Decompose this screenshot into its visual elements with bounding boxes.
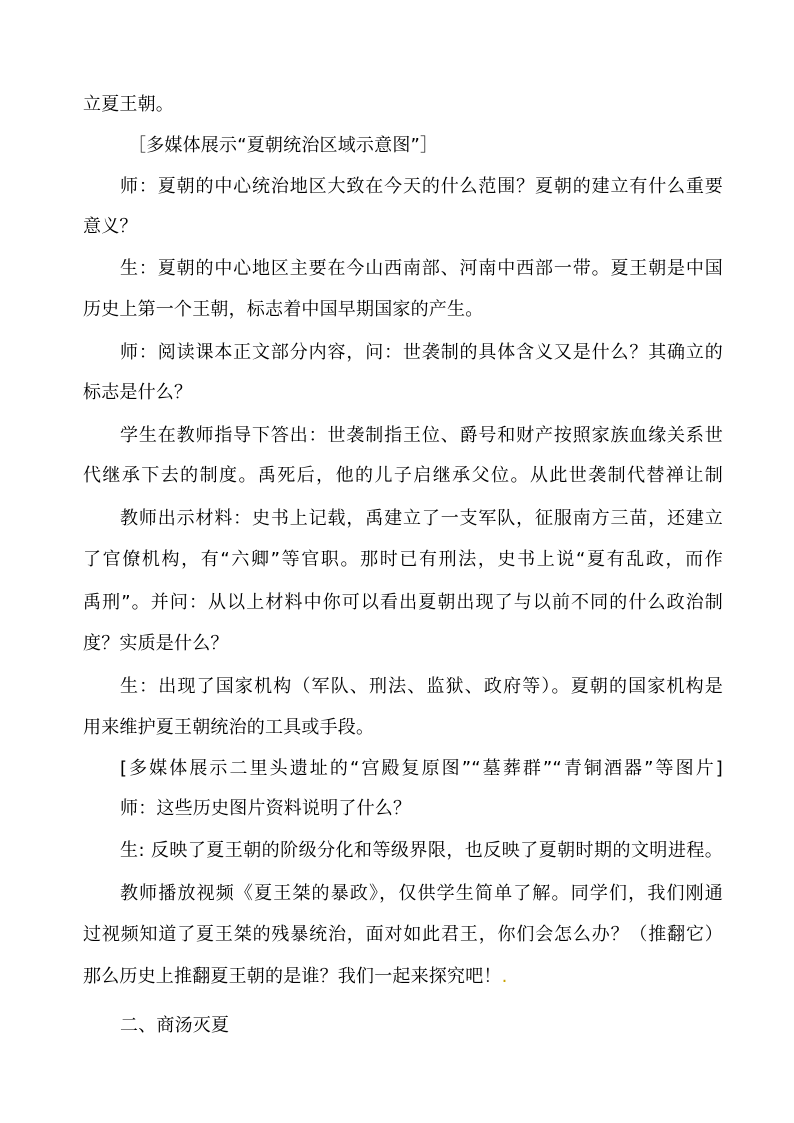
text-line: 立夏王朝。	[83, 94, 174, 115]
text-line: 标志是什么？	[83, 382, 193, 403]
text-line: 生: 反映了夏王朝的阶级分化和等级界限，也反映了夏朝时期的文明进程。	[120, 840, 723, 861]
text-line: 师：阅读课本正文部分内容，问：世袭制的具体含义又是什么？其确立的	[120, 342, 723, 363]
text-line: 教师播放视频《夏王桀的暴政》，仅供学生简单了解。同学们，我们刚通	[120, 883, 723, 904]
text-line: 生：夏朝的中心地区主要在今山西南部、河南中西部一带。夏王朝是中国	[120, 258, 723, 279]
text-line: 教师出示材料：史书上记载，禹建立了一支军队，征服南方三苗，还建立	[120, 508, 723, 529]
text-line	[83, 965, 723, 989]
text-line: 过视频知道了夏王桀的残暴统治，面对如此君王，你们会怎么办？（推翻它）	[83, 924, 723, 945]
text-line: 师：这些历史图片资料说明了什么？	[120, 798, 412, 819]
text-line: ［多媒体展示“夏朝统治区域示意图”］	[128, 135, 439, 156]
text-line-content: 那么历史上推翻夏王朝的是谁？我们一起来探究吧！	[83, 966, 502, 987]
text-line: 用来维护夏王朝统治的工具或手段。	[83, 717, 375, 738]
text-line: 学生在教师指导下答出：世袭制指王位、爵号和财产按照家族血缘关系世	[120, 425, 723, 446]
text-line: 度？实质是什么？	[83, 633, 229, 654]
text-line: [多媒体展示二里头遗址的“宫殿复原图”“墓葬群”“青铜酒器”等图片]	[120, 758, 723, 779]
text-line: 了官僚机构，有“六卿”等官职。那时已有刑法，史书上说“夏有乱政，而作	[83, 549, 723, 570]
text-line: 意义？	[83, 216, 138, 237]
text-line: 历史上第一个王朝，标志着中国早期国家的产生。	[83, 299, 484, 320]
trailing-mark: .	[501, 966, 508, 987]
text-line: 禹刑”。并问：从以上材料中你可以看出夏朝出现了与以前不同的什么政治制	[83, 592, 723, 613]
section-heading: 二、商汤灭夏	[120, 1015, 230, 1036]
text-line: 生：出现了国家机构（军队、刑法、监狱、政府等）。夏朝的国家机构是	[120, 676, 723, 697]
text-line: 师：夏朝的中心统治地区大致在今天的什么范围？夏朝的建立有什么重要	[120, 176, 723, 197]
text-line: 代继承下去的制度。禹死后，他的儿子启继承父位。从此世袭制代替禅让制	[83, 465, 723, 486]
